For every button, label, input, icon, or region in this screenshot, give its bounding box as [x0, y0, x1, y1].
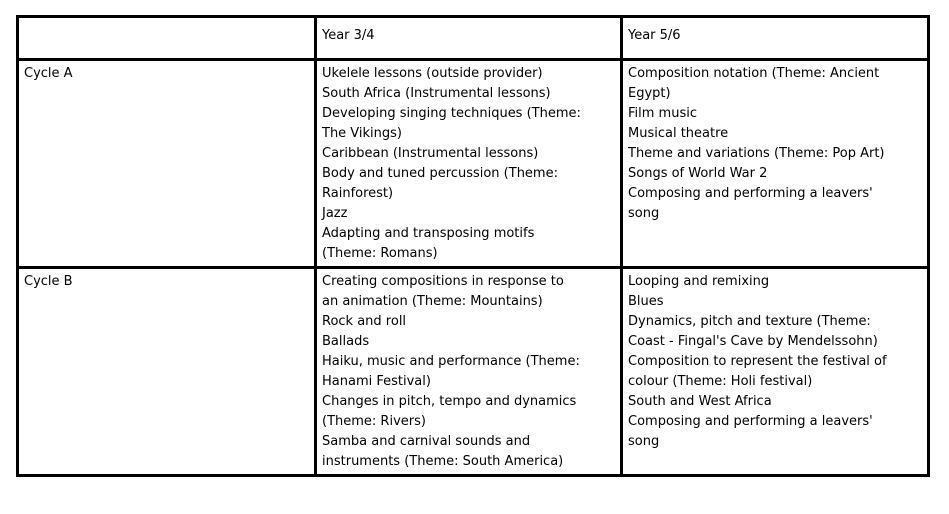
- table-row-cycle-a: [18, 60, 929, 268]
- header-year-3-4: [316, 17, 622, 60]
- cycle-a-year-3-4-cell: [316, 60, 622, 268]
- header-row: [18, 17, 929, 60]
- music-curriculum-table: [16, 15, 930, 477]
- cycle-b-year-5-6-topics: Looping and remixing Blues Dynamics, pitch and texture (Theme: Coast - Fingal's Cave by Mendelssohn) Composition to represent the festival of colour (Theme: Holi festival) South and West Africa Composing and performing a leavers' song: [628, 274, 887, 449]
- row-label-cycle-b: [18, 268, 316, 476]
- cycle-b-year-3-4-cell: [316, 268, 622, 476]
- table-row-cycle-b: [18, 268, 929, 476]
- header-year-5-6-text: Year 5/6: [628, 28, 681, 43]
- cycle-a-label: Cycle A: [24, 66, 73, 81]
- header-corner-cell: [18, 17, 316, 60]
- header-year-3-4-text: Year 3/4: [322, 28, 375, 43]
- cycle-b-label: Cycle B: [24, 274, 73, 289]
- cycle-b-year-3-4-topics: Creating compositions in response to an animation (Theme: Mountains) Rock and roll Ballads Haiku, music and performance (Theme: Hanami Festival) Changes in pitch, tempo and dynamics (Theme: Rivers) Samba and carnival sounds and instruments (Theme: South America): [322, 274, 580, 469]
- cycle-a-year-5-6-cell: [622, 60, 929, 268]
- header-year-5-6: [622, 17, 929, 60]
- cycle-a-year-3-4-topics: Ukelele lessons (outside provider) South Africa (Instrumental lessons) Developing singing techniques (Theme: The Vikings) Caribbean (Instrumental lessons) Body and tuned percussion (Theme: Rainforest) Jazz Adapting and transposing motifs (Theme: Romans): [322, 66, 581, 261]
- cycle-b-year-5-6-cell: [622, 268, 929, 476]
- cycle-a-year-5-6-topics: Composition notation (Theme: Ancient Egypt) Film music Musical theatre Theme and variations (Theme: Pop Art) Songs of World War 2 Composing and performing a leavers' song: [628, 66, 885, 221]
- row-label-cycle-a: [18, 60, 316, 268]
